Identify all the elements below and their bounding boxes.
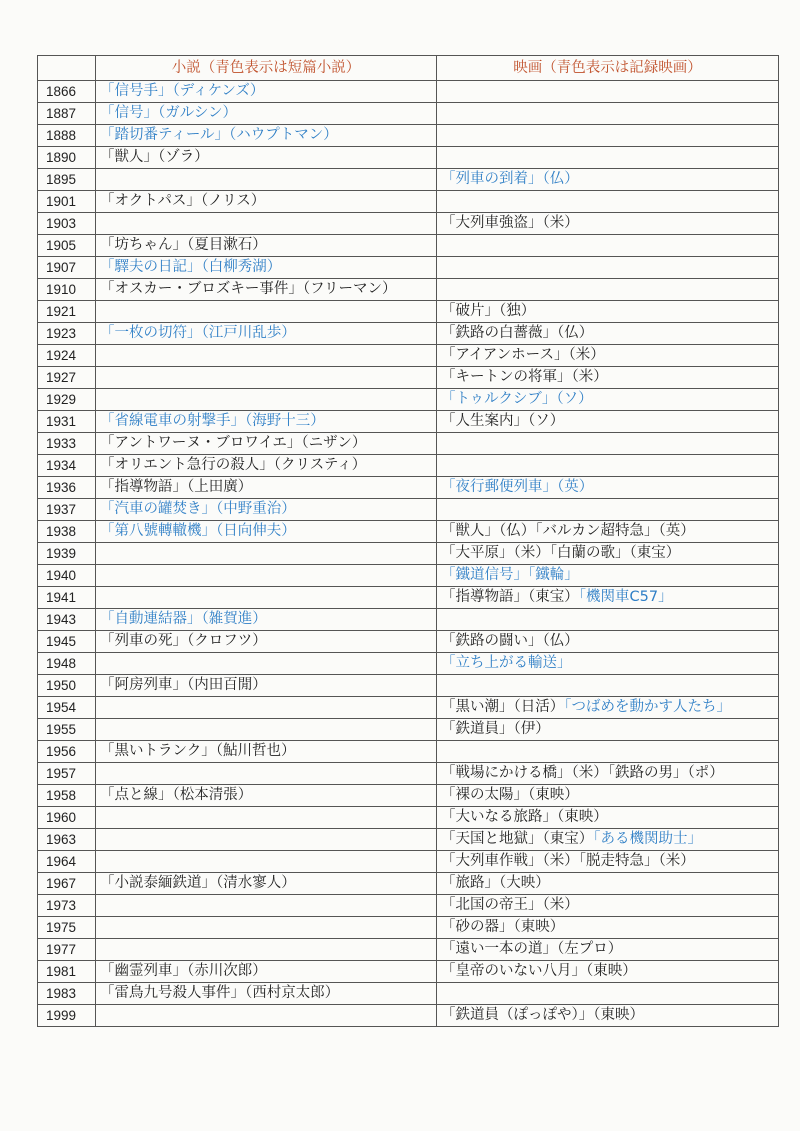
film-title: 「黒い潮」（日活） <box>441 699 565 715</box>
year-cell: 1955 <box>38 719 96 741</box>
table-row <box>38 939 779 961</box>
novel-cell <box>96 499 437 521</box>
film-title: 「砂の器」（東映） <box>441 919 565 935</box>
table-row <box>38 829 779 851</box>
film-column-header: 映画（青色表示は記録映画） <box>437 56 779 81</box>
table-row <box>38 147 779 169</box>
film-cell <box>437 323 779 345</box>
table-row <box>38 345 779 367</box>
year-cell: 1938 <box>38 521 96 543</box>
novel-cell <box>96 763 437 785</box>
year-cell: 1903 <box>38 213 96 235</box>
novel-title: 「一枚の切符」（江戸川乱歩） <box>100 325 296 341</box>
film-title: 「天国と地獄」（東宝） <box>441 831 594 847</box>
film-cell <box>437 1005 779 1027</box>
novel-title: 「オスカー・ブロズキー事件」（フリーマン） <box>100 281 397 297</box>
film-cell <box>437 917 779 939</box>
year-cell: 1950 <box>38 675 96 697</box>
film-cell <box>437 675 779 697</box>
novel-cell <box>96 477 437 499</box>
novel-cell <box>96 345 437 367</box>
film-cell <box>437 895 779 917</box>
novel-cell <box>96 521 437 543</box>
table-row <box>38 279 779 301</box>
year-cell: 1954 <box>38 697 96 719</box>
novel-cell <box>96 939 437 961</box>
year-cell: 1866 <box>38 81 96 103</box>
year-cell: 1941 <box>38 587 96 609</box>
table-row <box>38 653 779 675</box>
film-title: 「立ち上がる輸送」 <box>441 655 572 671</box>
film-cell <box>437 279 779 301</box>
film-title: 「トゥルクシブ」（ソ） <box>441 391 593 407</box>
table-row <box>38 807 779 829</box>
novel-cell <box>96 169 437 191</box>
table-row <box>38 631 779 653</box>
year-cell: 1937 <box>38 499 96 521</box>
year-cell: 1975 <box>38 917 96 939</box>
film-title: 「北国の帝王」（米） <box>441 897 579 913</box>
table-row <box>38 257 779 279</box>
film-cell <box>437 851 779 873</box>
table-row <box>38 543 779 565</box>
table-row <box>38 169 779 191</box>
film-cell <box>437 125 779 147</box>
year-cell: 1888 <box>38 125 96 147</box>
film-cell <box>437 81 779 103</box>
novel-cell <box>96 433 437 455</box>
novel-cell <box>96 389 437 411</box>
year-cell: 1921 <box>38 301 96 323</box>
table-row <box>38 213 779 235</box>
film-cell <box>437 829 779 851</box>
novel-cell <box>96 807 437 829</box>
film-title: 「大平原」（米）「白蘭の歌」（東宝） <box>441 545 681 561</box>
novel-cell <box>96 235 437 257</box>
film-cell <box>437 939 779 961</box>
table-row <box>38 587 779 609</box>
novel-title: 「指導物語」（上田廣） <box>100 479 253 495</box>
film-cell <box>437 873 779 895</box>
table-row <box>38 961 779 983</box>
film-title: 「裸の太陽」（東映） <box>441 787 579 803</box>
film-title: 「戦場にかける橋」（米）「鉄路の男」（ポ） <box>441 765 724 781</box>
year-cell: 1945 <box>38 631 96 653</box>
film-cell <box>437 609 779 631</box>
novel-cell <box>96 961 437 983</box>
novel-cell <box>96 565 437 587</box>
novel-title: 「信号手」（ディケンズ） <box>100 83 265 99</box>
film-title: 「キートンの将軍」（米） <box>441 369 608 385</box>
year-cell: 1887 <box>38 103 96 125</box>
novel-cell <box>96 543 437 565</box>
table-row <box>38 455 779 477</box>
table-row <box>38 719 779 741</box>
novel-title: 「獣人」（ゾラ） <box>100 149 209 165</box>
table-row <box>38 235 779 257</box>
film-title: 「つばめを動かす人たち」 <box>564 699 731 715</box>
year-cell: 1924 <box>38 345 96 367</box>
table-row <box>38 785 779 807</box>
film-cell <box>437 521 779 543</box>
year-cell: 1973 <box>38 895 96 917</box>
film-title: 「鐵道信号」「鐵輪」 <box>441 567 579 583</box>
novel-cell <box>96 367 437 389</box>
film-cell <box>437 719 779 741</box>
year-cell: 1934 <box>38 455 96 477</box>
novel-title: 「幽霊列車」（赤川次郎） <box>100 963 267 979</box>
table-row <box>38 895 779 917</box>
film-cell <box>437 301 779 323</box>
film-cell <box>437 389 779 411</box>
novel-title: 「点と線」（松本清張） <box>100 787 253 803</box>
novel-cell <box>96 675 437 697</box>
novel-cell <box>96 741 437 763</box>
novel-cell <box>96 653 437 675</box>
film-cell <box>437 455 779 477</box>
novel-cell <box>96 213 437 235</box>
film-cell <box>437 235 779 257</box>
novel-cell <box>96 125 437 147</box>
film-cell <box>437 191 779 213</box>
novel-cell <box>96 631 437 653</box>
year-cell: 1905 <box>38 235 96 257</box>
film-cell <box>437 785 779 807</box>
year-cell: 1981 <box>38 961 96 983</box>
year-cell: 1957 <box>38 763 96 785</box>
table-row <box>38 851 779 873</box>
year-cell: 1977 <box>38 939 96 961</box>
year-cell: 1910 <box>38 279 96 301</box>
film-title: 「大いなる旅路」（東映） <box>441 809 608 825</box>
novel-cell <box>96 257 437 279</box>
film-cell <box>437 697 779 719</box>
film-cell <box>437 169 779 191</box>
film-cell <box>437 983 779 1005</box>
novel-cell <box>96 1005 437 1027</box>
film-title: 「旅路」（大映） <box>441 875 550 891</box>
table-row <box>38 323 779 345</box>
novel-title: 「省線電車の射撃手」（海野十三） <box>100 413 325 429</box>
table-body <box>38 81 779 1027</box>
film-title: 「夜行郵便列車」（英） <box>441 479 594 495</box>
novel-title: 「黒いトランク」（鮎川哲也） <box>100 743 296 759</box>
film-title: 「指導物語」（東宝） <box>441 589 579 605</box>
novel-cell <box>96 983 437 1005</box>
table-row <box>38 609 779 631</box>
table-row <box>38 741 779 763</box>
film-cell <box>437 543 779 565</box>
film-cell <box>437 345 779 367</box>
table-header-row <box>38 56 779 81</box>
novel-title: 「汽車の罐焚き」（中野重治） <box>100 501 296 517</box>
year-cell: 1933 <box>38 433 96 455</box>
table-row <box>38 367 779 389</box>
novel-title: 「驛夫の日記」（白柳秀湖） <box>100 259 282 275</box>
year-column-header <box>38 56 96 81</box>
year-cell: 1964 <box>38 851 96 873</box>
year-cell: 1958 <box>38 785 96 807</box>
novel-cell <box>96 323 437 345</box>
film-cell <box>437 433 779 455</box>
film-title: 「大列車強盗」（米） <box>441 215 579 231</box>
film-cell <box>437 653 779 675</box>
table-row <box>38 301 779 323</box>
film-cell <box>437 741 779 763</box>
film-title: 「列車の到着」（仏） <box>441 171 579 187</box>
novel-column-header: 小説（青色表示は短篇小説） <box>96 56 437 81</box>
table-row <box>38 477 779 499</box>
table-row <box>38 917 779 939</box>
year-cell: 1956 <box>38 741 96 763</box>
year-cell: 1931 <box>38 411 96 433</box>
film-cell <box>437 587 779 609</box>
film-cell <box>437 961 779 983</box>
novel-cell <box>96 719 437 741</box>
year-cell: 1943 <box>38 609 96 631</box>
film-title: 「大列車作戦」（米）「脱走特急」（米） <box>441 853 695 869</box>
novel-cell <box>96 917 437 939</box>
novel-title: 「踏切番ティール」（ハウプトマン） <box>100 127 338 143</box>
table-row <box>38 191 779 213</box>
table-row <box>38 873 779 895</box>
year-cell: 1999 <box>38 1005 96 1027</box>
table-row <box>38 521 779 543</box>
year-cell: 1901 <box>38 191 96 213</box>
table-row <box>38 697 779 719</box>
year-cell: 1927 <box>38 367 96 389</box>
film-title: 「ある機関助士」 <box>593 831 702 847</box>
film-title: 「アイアンホース」（米） <box>441 347 605 363</box>
novel-title: 「自動連結器」（雑賀進） <box>100 611 267 627</box>
novel-cell <box>96 147 437 169</box>
novel-cell <box>96 851 437 873</box>
film-cell <box>437 147 779 169</box>
table-row <box>38 81 779 103</box>
film-title: 「人生案内」（ソ） <box>441 413 565 429</box>
novel-title: 「アントワーヌ・ブロワイエ」（ニザン） <box>100 435 367 451</box>
table-row <box>38 763 779 785</box>
film-cell <box>437 103 779 125</box>
year-cell: 1960 <box>38 807 96 829</box>
table-row <box>38 389 779 411</box>
novel-title: 「列車の死」（クロフツ） <box>100 633 267 649</box>
table-row <box>38 499 779 521</box>
film-cell <box>437 477 779 499</box>
film-title: 「遠い一本の道」（左プロ） <box>441 941 623 957</box>
table-row <box>38 675 779 697</box>
film-title: 「鉄道員（ぽっぽや）」（東映） <box>441 1007 644 1023</box>
year-cell: 1948 <box>38 653 96 675</box>
novel-cell <box>96 697 437 719</box>
film-cell <box>437 411 779 433</box>
novel-cell <box>96 829 437 851</box>
chronology-table <box>37 55 779 1027</box>
film-cell <box>437 565 779 587</box>
year-cell: 1923 <box>38 323 96 345</box>
novel-cell <box>96 191 437 213</box>
film-title: 「獣人」（仏）「バルカン超特急」（英） <box>441 523 695 539</box>
novel-cell <box>96 609 437 631</box>
film-title: 「鉄路の闘い」（仏） <box>441 633 579 649</box>
novel-title: 「坊ちゃん」（夏目漱石） <box>100 237 267 253</box>
novel-cell <box>96 895 437 917</box>
table-row <box>38 565 779 587</box>
film-cell <box>437 213 779 235</box>
film-cell <box>437 367 779 389</box>
year-cell: 1940 <box>38 565 96 587</box>
novel-title: 「雷鳥九号殺人事件」（西村京太郎） <box>100 985 340 1001</box>
novel-cell <box>96 873 437 895</box>
year-cell: 1936 <box>38 477 96 499</box>
novel-cell <box>96 279 437 301</box>
novel-cell <box>96 785 437 807</box>
table-row <box>38 1005 779 1027</box>
year-cell: 1907 <box>38 257 96 279</box>
film-cell <box>437 499 779 521</box>
novel-title: 「オリエント急行の殺人」（クリスティ） <box>100 457 367 473</box>
novel-cell <box>96 455 437 477</box>
table-row <box>38 983 779 1005</box>
novel-cell <box>96 411 437 433</box>
table-row <box>38 103 779 125</box>
film-title: 「皇帝のいない八月」（東映） <box>441 963 637 979</box>
table-row <box>38 411 779 433</box>
film-cell <box>437 257 779 279</box>
novel-cell <box>96 587 437 609</box>
table-row <box>38 125 779 147</box>
year-cell: 1895 <box>38 169 96 191</box>
novel-title: 「オクトパス」（ノリス） <box>100 193 266 209</box>
film-title: 「鉄路の白薔薇」（仏） <box>441 325 594 341</box>
film-title: 「機関車C57」 <box>578 589 673 605</box>
year-cell: 1890 <box>38 147 96 169</box>
novel-title: 「第八號轉轍機」（日向伸夫） <box>100 523 296 539</box>
year-cell: 1983 <box>38 983 96 1005</box>
film-cell <box>437 631 779 653</box>
novel-cell <box>96 301 437 323</box>
film-cell <box>437 807 779 829</box>
year-cell: 1929 <box>38 389 96 411</box>
novel-cell <box>96 81 437 103</box>
year-cell: 1939 <box>38 543 96 565</box>
table-row <box>38 433 779 455</box>
year-cell: 1963 <box>38 829 96 851</box>
year-cell: 1967 <box>38 873 96 895</box>
film-title: 「鉄道員」（伊） <box>441 721 550 737</box>
novel-title: 「阿房列車」（内田百閒） <box>100 677 267 693</box>
novel-cell <box>96 103 437 125</box>
novel-title: 「小説泰緬鉄道」（清水寥人） <box>100 875 296 891</box>
film-cell <box>437 763 779 785</box>
novel-title: 「信号」（ガルシン） <box>100 105 238 121</box>
film-title: 「破片」（独） <box>441 303 536 319</box>
